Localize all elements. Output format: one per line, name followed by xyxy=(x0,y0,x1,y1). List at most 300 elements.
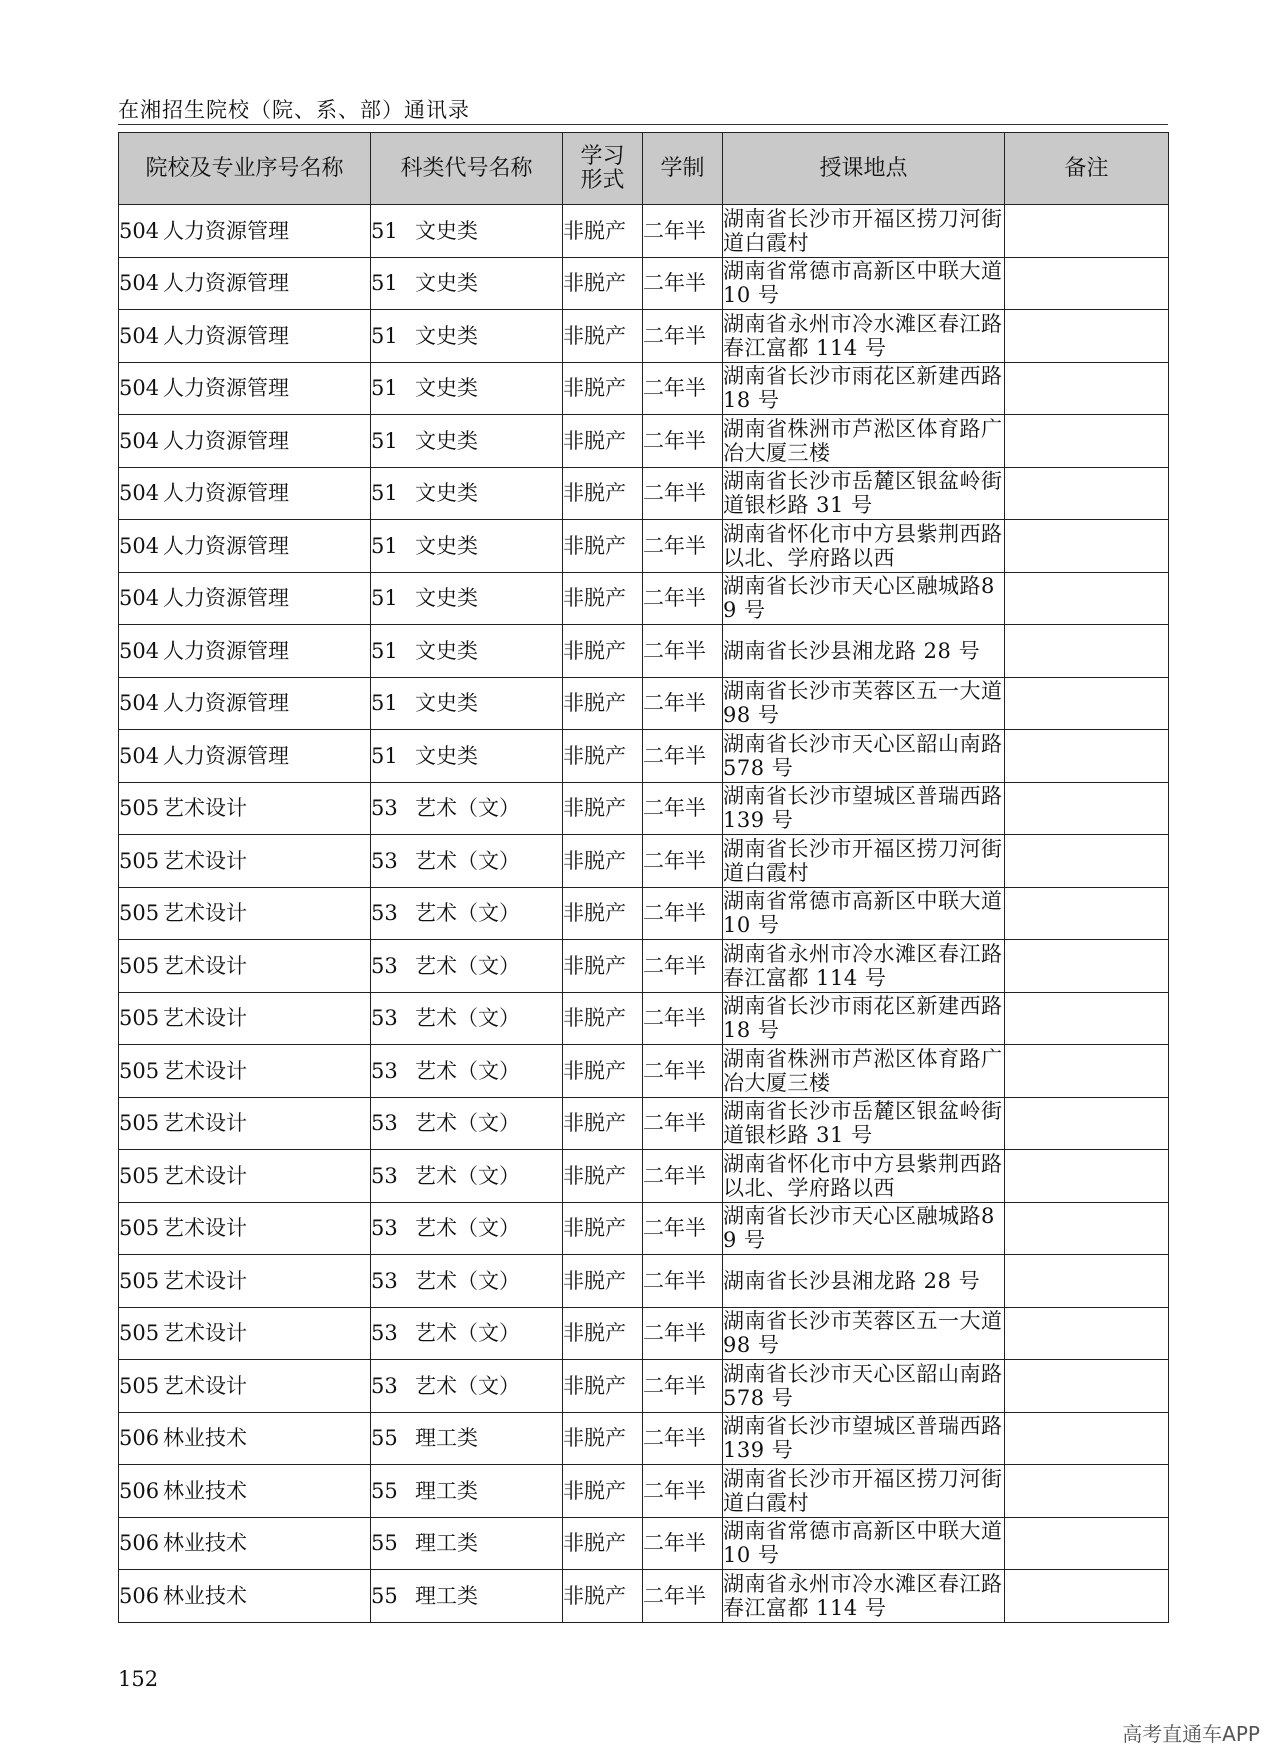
subject-cell xyxy=(371,1570,563,1623)
subject-cell xyxy=(371,1097,563,1150)
subject-cell xyxy=(371,940,563,993)
table-header-row xyxy=(119,133,1169,205)
program-code: 506 xyxy=(119,1478,160,1503)
subject-code: 51 xyxy=(371,481,398,506)
program-name: 艺术设计 xyxy=(163,1268,247,1293)
program-code: 504 xyxy=(119,428,160,453)
subject-code: 53 xyxy=(371,1373,398,1398)
note-cell xyxy=(1005,1045,1169,1098)
duration-cell: 二年半 xyxy=(643,992,723,1045)
subject-name: 艺术（文） xyxy=(415,1373,520,1398)
duration-cell: 二年半 xyxy=(643,1570,723,1623)
subject-code: 53 xyxy=(371,901,398,926)
location-cell: 湖南省怀化市中方县紫荆西路以北、学府路以西 xyxy=(723,1150,1005,1203)
table-row xyxy=(119,887,1169,940)
subject-name: 文史类 xyxy=(415,691,478,716)
program-code: 505 xyxy=(119,1373,160,1398)
program-name: 艺术设计 xyxy=(163,1006,247,1031)
duration-cell: 二年半 xyxy=(643,1307,723,1360)
study-form-cell: 非脱产 xyxy=(563,730,643,783)
program-code: 505 xyxy=(119,796,160,821)
subject-cell xyxy=(371,520,563,573)
subject-name: 艺术（文） xyxy=(415,1111,520,1136)
subject-cell xyxy=(371,835,563,888)
location-cell: 湖南省长沙市望城区普瑞西路 139 号 xyxy=(723,782,1005,835)
location-cell: 湖南省常德市高新区中联大道 10 号 xyxy=(723,887,1005,940)
subject-name: 艺术（文） xyxy=(415,1058,520,1083)
duration-cell: 二年半 xyxy=(643,940,723,993)
table-row xyxy=(119,730,1169,783)
column-header: 学习形式 xyxy=(563,133,643,205)
duration-cell: 二年半 xyxy=(643,1360,723,1413)
subject-code: 55 xyxy=(371,1531,398,1556)
subject-code: 51 xyxy=(371,218,398,243)
program-name: 人力资源管理 xyxy=(163,271,289,296)
program-cell xyxy=(119,1255,371,1308)
subject-name: 理工类 xyxy=(415,1531,478,1556)
subject-code: 51 xyxy=(371,586,398,611)
subject-name: 文史类 xyxy=(415,586,478,611)
note-cell xyxy=(1005,940,1169,993)
program-cell xyxy=(119,362,371,415)
program-cell xyxy=(119,730,371,783)
note-cell xyxy=(1005,1307,1169,1360)
program-cell xyxy=(119,1570,371,1623)
subject-cell xyxy=(371,782,563,835)
table-row xyxy=(119,1150,1169,1203)
subject-code: 51 xyxy=(371,638,398,663)
study-form-cell: 非脱产 xyxy=(563,1255,643,1308)
program-cell xyxy=(119,835,371,888)
program-code: 505 xyxy=(119,1163,160,1188)
subject-name: 文史类 xyxy=(415,323,478,348)
program-code: 506 xyxy=(119,1426,160,1451)
table-row xyxy=(119,205,1169,258)
study-form-cell: 非脱产 xyxy=(563,1202,643,1255)
program-code: 505 xyxy=(119,1006,160,1031)
program-name: 人力资源管理 xyxy=(163,323,289,348)
note-cell xyxy=(1005,1465,1169,1518)
subject-cell xyxy=(371,205,563,258)
program-code: 505 xyxy=(119,953,160,978)
program-cell xyxy=(119,625,371,678)
duration-cell: 二年半 xyxy=(643,782,723,835)
table-row xyxy=(119,1097,1169,1150)
location-cell: 湖南省长沙县湘龙路 28 号 xyxy=(723,625,1005,678)
note-cell xyxy=(1005,1412,1169,1465)
note-cell xyxy=(1005,1255,1169,1308)
subject-name: 艺术（文） xyxy=(415,1163,520,1188)
subject-code: 51 xyxy=(371,376,398,401)
subject-cell xyxy=(371,1517,563,1570)
subject-code: 55 xyxy=(371,1478,398,1503)
location-cell: 湖南省长沙市望城区普瑞西路 139 号 xyxy=(723,1412,1005,1465)
subject-cell xyxy=(371,415,563,468)
note-cell xyxy=(1005,1570,1169,1623)
program-name: 林业技术 xyxy=(163,1531,247,1556)
subject-name: 艺术（文） xyxy=(415,1321,520,1346)
program-code: 504 xyxy=(119,743,160,768)
study-form-cell: 非脱产 xyxy=(563,415,643,468)
program-cell xyxy=(119,1412,371,1465)
subject-name: 艺术（文） xyxy=(415,1268,520,1293)
subject-code: 53 xyxy=(371,1111,398,1136)
location-cell: 湖南省长沙市开福区捞刀河街道白霞村 xyxy=(723,835,1005,888)
program-name: 艺术设计 xyxy=(163,796,247,821)
subject-name: 艺术（文） xyxy=(415,1006,520,1031)
location-cell: 湖南省永州市冷水滩区春江路春江富都 114 号 xyxy=(723,1570,1005,1623)
note-cell xyxy=(1005,467,1169,520)
study-form-cell: 非脱产 xyxy=(563,782,643,835)
study-form-cell: 非脱产 xyxy=(563,1097,643,1150)
table-row xyxy=(119,1045,1169,1098)
duration-cell: 二年半 xyxy=(643,835,723,888)
subject-cell xyxy=(371,362,563,415)
location-cell: 湖南省长沙市芙蓉区五一大道 98 号 xyxy=(723,677,1005,730)
subject-cell xyxy=(371,310,563,363)
program-cell xyxy=(119,467,371,520)
program-cell xyxy=(119,415,371,468)
table-row xyxy=(119,1517,1169,1570)
subject-cell xyxy=(371,1202,563,1255)
duration-cell: 二年半 xyxy=(643,677,723,730)
subject-name: 理工类 xyxy=(415,1583,478,1608)
location-cell: 湖南省常德市高新区中联大道 10 号 xyxy=(723,257,1005,310)
program-code: 504 xyxy=(119,271,160,296)
column-header: 科类代号名称 xyxy=(371,133,563,205)
table-row xyxy=(119,782,1169,835)
program-cell xyxy=(119,940,371,993)
subject-code: 51 xyxy=(371,271,398,296)
subject-name: 艺术（文） xyxy=(415,796,520,821)
location-cell: 湖南省常德市高新区中联大道 10 号 xyxy=(723,1517,1005,1570)
study-form-cell: 非脱产 xyxy=(563,362,643,415)
table-row xyxy=(119,1255,1169,1308)
study-form-cell: 非脱产 xyxy=(563,1307,643,1360)
subject-cell xyxy=(371,1412,563,1465)
table-row xyxy=(119,1202,1169,1255)
program-code: 505 xyxy=(119,901,160,926)
program-code: 504 xyxy=(119,376,160,401)
column-header: 院校及专业序号名称 xyxy=(119,133,371,205)
location-cell: 湖南省株洲市芦淞区体育路广冶大厦三楼 xyxy=(723,1045,1005,1098)
subject-code: 53 xyxy=(371,848,398,873)
note-cell xyxy=(1005,1360,1169,1413)
program-cell xyxy=(119,887,371,940)
location-cell: 湖南省长沙市雨花区新建西路 18 号 xyxy=(723,362,1005,415)
location-cell: 湖南省株洲市芦淞区体育路广冶大厦三楼 xyxy=(723,415,1005,468)
program-name: 艺术设计 xyxy=(163,1216,247,1241)
duration-cell: 二年半 xyxy=(643,415,723,468)
program-code: 505 xyxy=(119,1321,160,1346)
program-code: 505 xyxy=(119,848,160,873)
study-form-cell: 非脱产 xyxy=(563,835,643,888)
study-form-cell: 非脱产 xyxy=(563,310,643,363)
study-form-cell: 非脱产 xyxy=(563,1465,643,1518)
duration-cell: 二年半 xyxy=(643,1045,723,1098)
duration-cell: 二年半 xyxy=(643,1517,723,1570)
location-cell: 湖南省永州市冷水滩区春江路春江富都 114 号 xyxy=(723,940,1005,993)
study-form-cell: 非脱产 xyxy=(563,257,643,310)
subject-code: 53 xyxy=(371,1058,398,1083)
program-name: 艺术设计 xyxy=(163,1058,247,1083)
program-code: 504 xyxy=(119,586,160,611)
subject-name: 艺术（文） xyxy=(415,901,520,926)
duration-cell: 二年半 xyxy=(643,1202,723,1255)
program-cell xyxy=(119,1360,371,1413)
note-cell xyxy=(1005,835,1169,888)
location-cell: 湖南省长沙市岳麓区银盆岭街道银杉路 31 号 xyxy=(723,467,1005,520)
program-name: 人力资源管理 xyxy=(163,428,289,453)
program-name: 艺术设计 xyxy=(163,953,247,978)
subject-code: 51 xyxy=(371,323,398,348)
table-row xyxy=(119,1570,1169,1623)
location-cell: 湖南省长沙市开福区捞刀河街道白霞村 xyxy=(723,1465,1005,1518)
program-cell xyxy=(119,1465,371,1518)
note-cell xyxy=(1005,310,1169,363)
subject-cell xyxy=(371,992,563,1045)
location-cell: 湖南省长沙市天心区韶山南路 578 号 xyxy=(723,730,1005,783)
program-name: 林业技术 xyxy=(163,1478,247,1503)
note-cell xyxy=(1005,730,1169,783)
study-form-cell: 非脱产 xyxy=(563,205,643,258)
study-form-cell: 非脱产 xyxy=(563,1045,643,1098)
duration-cell: 二年半 xyxy=(643,467,723,520)
duration-cell: 二年半 xyxy=(643,520,723,573)
study-form-cell: 非脱产 xyxy=(563,1517,643,1570)
table-row xyxy=(119,1360,1169,1413)
location-cell: 湖南省长沙市天心区韶山南路 578 号 xyxy=(723,1360,1005,1413)
subject-code: 53 xyxy=(371,1216,398,1241)
study-form-cell: 非脱产 xyxy=(563,887,643,940)
program-code: 505 xyxy=(119,1216,160,1241)
program-name: 人力资源管理 xyxy=(163,691,289,716)
location-cell: 湖南省永州市冷水滩区春江路春江富都 114 号 xyxy=(723,310,1005,363)
note-cell xyxy=(1005,1517,1169,1570)
location-cell: 湖南省长沙市开福区捞刀河街道白霞村 xyxy=(723,205,1005,258)
program-cell xyxy=(119,1150,371,1203)
program-cell xyxy=(119,677,371,730)
program-cell xyxy=(119,782,371,835)
program-code: 506 xyxy=(119,1583,160,1608)
location-cell: 湖南省长沙市天心区融城路89 号 xyxy=(723,1202,1005,1255)
program-cell xyxy=(119,1045,371,1098)
table-row xyxy=(119,467,1169,520)
program-name: 林业技术 xyxy=(163,1583,247,1608)
program-name: 艺术设计 xyxy=(163,1373,247,1398)
note-cell xyxy=(1005,677,1169,730)
column-header: 学制 xyxy=(643,133,723,205)
duration-cell: 二年半 xyxy=(643,625,723,678)
program-code: 504 xyxy=(119,218,160,243)
duration-cell: 二年半 xyxy=(643,1465,723,1518)
note-cell xyxy=(1005,257,1169,310)
note-cell xyxy=(1005,1202,1169,1255)
table-row xyxy=(119,1465,1169,1518)
subject-name: 文史类 xyxy=(415,218,478,243)
program-name: 人力资源管理 xyxy=(163,743,289,768)
program-cell xyxy=(119,1307,371,1360)
duration-cell: 二年半 xyxy=(643,1412,723,1465)
subject-name: 文史类 xyxy=(415,743,478,768)
subject-cell xyxy=(371,677,563,730)
duration-cell: 二年半 xyxy=(643,887,723,940)
duration-cell: 二年半 xyxy=(643,310,723,363)
header-rule xyxy=(118,124,1168,125)
subject-code: 55 xyxy=(371,1426,398,1451)
subject-code: 53 xyxy=(371,1006,398,1031)
subject-cell xyxy=(371,730,563,783)
subject-code: 51 xyxy=(371,428,398,453)
study-form-cell: 非脱产 xyxy=(563,1150,643,1203)
note-cell xyxy=(1005,362,1169,415)
subject-cell xyxy=(371,887,563,940)
program-name: 人力资源管理 xyxy=(163,586,289,611)
location-cell: 湖南省怀化市中方县紫荆西路以北、学府路以西 xyxy=(723,520,1005,573)
subject-cell xyxy=(371,1360,563,1413)
note-cell xyxy=(1005,1150,1169,1203)
running-title: 在湘招生院校（院、系、部）通讯录 xyxy=(118,98,470,122)
subject-cell xyxy=(371,1465,563,1518)
subject-name: 文史类 xyxy=(415,638,478,663)
location-cell: 湖南省长沙市岳麓区银盆岭街道银杉路 31 号 xyxy=(723,1097,1005,1150)
subject-name: 文史类 xyxy=(415,481,478,506)
program-code: 505 xyxy=(119,1268,160,1293)
directory-table xyxy=(118,132,1169,1623)
subject-cell xyxy=(371,625,563,678)
duration-cell: 二年半 xyxy=(643,572,723,625)
subject-cell xyxy=(371,257,563,310)
table-row xyxy=(119,835,1169,888)
study-form-cell: 非脱产 xyxy=(563,520,643,573)
location-cell: 湖南省长沙县湘龙路 28 号 xyxy=(723,1255,1005,1308)
program-name: 艺术设计 xyxy=(163,901,247,926)
subject-code: 53 xyxy=(371,953,398,978)
table-row xyxy=(119,992,1169,1045)
study-form-cell: 非脱产 xyxy=(563,940,643,993)
program-name: 人力资源管理 xyxy=(163,376,289,401)
page-number: 152 xyxy=(118,1667,159,1691)
table-row xyxy=(119,415,1169,468)
column-header: 备注 xyxy=(1005,133,1169,205)
program-cell xyxy=(119,992,371,1045)
column-header: 授课地点 xyxy=(723,133,1005,205)
subject-cell xyxy=(371,1150,563,1203)
table-row xyxy=(119,257,1169,310)
program-code: 505 xyxy=(119,1111,160,1136)
program-code: 504 xyxy=(119,638,160,663)
study-form-cell: 非脱产 xyxy=(563,625,643,678)
program-name: 艺术设计 xyxy=(163,1163,247,1188)
program-name: 人力资源管理 xyxy=(163,481,289,506)
duration-cell: 二年半 xyxy=(643,1255,723,1308)
table-row xyxy=(119,310,1169,363)
table-row xyxy=(119,1307,1169,1360)
program-cell xyxy=(119,572,371,625)
table-row xyxy=(119,520,1169,573)
subject-cell xyxy=(371,572,563,625)
program-name: 艺术设计 xyxy=(163,1111,247,1136)
program-code: 504 xyxy=(119,691,160,716)
note-cell xyxy=(1005,625,1169,678)
program-name: 人力资源管理 xyxy=(163,533,289,558)
subject-code: 51 xyxy=(371,691,398,716)
program-name: 人力资源管理 xyxy=(163,218,289,243)
subject-cell xyxy=(371,1255,563,1308)
program-name: 艺术设计 xyxy=(163,1321,247,1346)
location-cell: 湖南省长沙市天心区融城路89 号 xyxy=(723,572,1005,625)
note-cell xyxy=(1005,205,1169,258)
program-cell xyxy=(119,1202,371,1255)
note-cell xyxy=(1005,415,1169,468)
subject-cell xyxy=(371,1045,563,1098)
table-row xyxy=(119,1412,1169,1465)
table-row xyxy=(119,677,1169,730)
note-cell xyxy=(1005,572,1169,625)
subject-name: 艺术（文） xyxy=(415,1216,520,1241)
subject-code: 55 xyxy=(371,1583,398,1608)
program-code: 506 xyxy=(119,1531,160,1556)
program-cell xyxy=(119,520,371,573)
program-code: 505 xyxy=(119,1058,160,1083)
subject-cell xyxy=(371,1307,563,1360)
subject-code: 51 xyxy=(371,743,398,768)
watermark: 高考直通车APP xyxy=(1122,1722,1260,1746)
program-code: 504 xyxy=(119,533,160,558)
note-cell xyxy=(1005,992,1169,1045)
table-row xyxy=(119,625,1169,678)
subject-code: 51 xyxy=(371,533,398,558)
subject-name: 艺术（文） xyxy=(415,848,520,873)
note-cell xyxy=(1005,1097,1169,1150)
duration-cell: 二年半 xyxy=(643,730,723,783)
program-code: 504 xyxy=(119,323,160,348)
subject-code: 53 xyxy=(371,1268,398,1293)
study-form-cell: 非脱产 xyxy=(563,992,643,1045)
study-form-cell: 非脱产 xyxy=(563,1412,643,1465)
study-form-cell: 非脱产 xyxy=(563,1570,643,1623)
program-name: 艺术设计 xyxy=(163,848,247,873)
subject-code: 53 xyxy=(371,1163,398,1188)
duration-cell: 二年半 xyxy=(643,257,723,310)
subject-name: 文史类 xyxy=(415,533,478,558)
table-row xyxy=(119,572,1169,625)
duration-cell: 二年半 xyxy=(643,362,723,415)
location-cell: 湖南省长沙市雨花区新建西路 18 号 xyxy=(723,992,1005,1045)
program-cell xyxy=(119,310,371,363)
duration-cell: 二年半 xyxy=(643,205,723,258)
program-code: 504 xyxy=(119,481,160,506)
study-form-cell: 非脱产 xyxy=(563,572,643,625)
program-cell xyxy=(119,257,371,310)
program-name: 林业技术 xyxy=(163,1426,247,1451)
table-body xyxy=(119,205,1169,1623)
study-form-cell: 非脱产 xyxy=(563,467,643,520)
duration-cell: 二年半 xyxy=(643,1150,723,1203)
duration-cell: 二年半 xyxy=(643,1097,723,1150)
program-cell xyxy=(119,1517,371,1570)
program-cell xyxy=(119,1097,371,1150)
subject-code: 53 xyxy=(371,1321,398,1346)
table-row xyxy=(119,940,1169,993)
subject-name: 艺术（文） xyxy=(415,953,520,978)
note-cell xyxy=(1005,887,1169,940)
subject-name: 文史类 xyxy=(415,428,478,453)
subject-code: 53 xyxy=(371,796,398,821)
program-name: 人力资源管理 xyxy=(163,638,289,663)
table-row xyxy=(119,362,1169,415)
location-cell: 湖南省长沙市芙蓉区五一大道 98 号 xyxy=(723,1307,1005,1360)
